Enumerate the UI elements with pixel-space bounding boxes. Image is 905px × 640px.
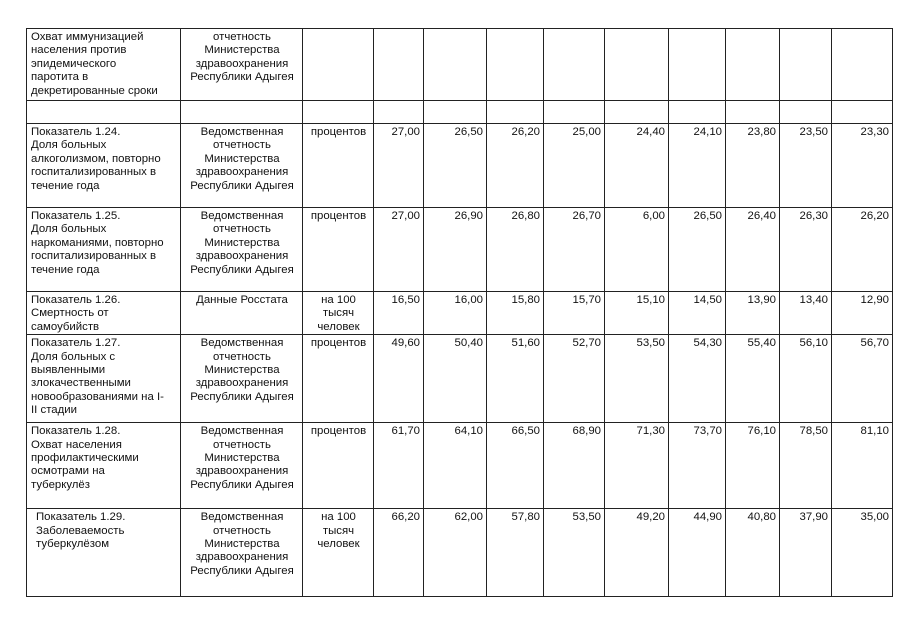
table-row [27,292,893,335]
unit-cell-line: на 100 [321,511,356,524]
table-row [27,208,893,292]
source-cell [181,423,303,509]
source-cell-line: здравоохранения [195,465,289,478]
value-cell: 44,90 [669,509,726,597]
source-cell [181,29,303,101]
indicator-cell-line: выявленными [31,364,106,377]
source-cell-line: здравоохранения [195,377,289,390]
value-cell: 26,50 [669,208,726,292]
table-row [27,124,893,208]
value-cell: 66,20 [374,509,424,597]
unit-cell [303,509,374,597]
table-row [27,29,893,101]
indicator-cell-line: наркоманиями, повторно [31,236,164,249]
table-row [27,335,893,423]
indicator-cell-line: самоубийств [31,320,100,333]
source-cell-line: Республики Адыгея [190,179,294,192]
indicator-cell-line: Показатель 1.29. [36,511,126,524]
source-cell-line: здравоохранения [195,250,289,263]
value-cell [424,101,487,124]
table-row [27,509,893,597]
indicator-cell-line: Показатель 1.26. [31,294,121,306]
value-cell: 13,90 [726,292,780,335]
indicator-cell-line: злокачественными [31,377,131,390]
source-cell-line: здравоохранения [195,57,289,70]
source-cell-line: Данные Росстата [196,294,288,306]
value-cell: 61,70 [374,423,424,509]
value-cell: 64,10 [424,423,487,509]
value-cell: 26,40 [726,208,780,292]
indicator-cell-line: Охват иммунизацией [31,31,144,43]
value-cell [780,101,832,124]
value-cell: 26,80 [487,208,544,292]
unit-cell-line: тысяч [322,307,355,320]
indicator-cell [27,423,181,509]
indicator-cell-line: Показатель 1.28. [31,425,121,438]
value-cell: 73,70 [669,423,726,509]
value-cell: 68,90 [544,423,605,509]
value-cell: 26,20 [832,208,893,292]
source-cell [181,509,303,597]
source-cell-line: Республики Адыгея [190,71,294,84]
source-cell [181,124,303,208]
unit-cell-line: тысяч [322,524,355,537]
value-cell [544,101,605,124]
value-cell [605,29,669,101]
table-row [27,423,893,509]
indicator-cell [27,509,181,597]
indicator-cell-line: профилактическими [31,452,139,465]
indicator-cell-line: госпитализированных в [31,250,157,263]
value-cell: 27,00 [374,124,424,208]
value-cell: 40,80 [726,509,780,597]
value-cell [832,101,893,124]
source-cell [181,335,303,423]
unit-cell [303,423,374,509]
value-cell [487,29,544,101]
value-cell: 55,40 [726,335,780,423]
table-body [27,29,893,597]
indicator-cell-line: Показатель 1.27. [31,337,121,350]
indicator-cell [27,29,181,101]
source-cell-line: Министерства [204,452,280,465]
value-cell [487,101,544,124]
value-cell: 81,10 [832,423,893,509]
value-cell: 6,00 [605,208,669,292]
unit-cell [303,101,374,124]
source-cell-line: Министерства [204,236,280,249]
unit-cell [303,208,374,292]
indicator-cell [27,335,181,423]
source-cell [181,208,303,292]
value-cell: 54,30 [669,335,726,423]
indicator-cell-line: Заболеваемость [36,524,125,537]
value-cell: 26,50 [424,124,487,208]
indicator-cell-line: населения против [31,44,127,57]
value-cell [726,29,780,101]
value-cell [424,29,487,101]
value-cell: 24,10 [669,124,726,208]
value-cell: 27,00 [374,208,424,292]
value-cell: 26,30 [780,208,832,292]
indicator-cell-line: II стадии [31,404,77,417]
indicator-cell-line: туберкулёзом [36,538,110,551]
value-cell: 15,80 [487,292,544,335]
value-cell: 23,80 [726,124,780,208]
value-cell: 16,00 [424,292,487,335]
source-cell-line: отчетность [213,31,271,43]
source-cell-line: отчетность [213,139,271,152]
value-cell: 56,70 [832,335,893,423]
value-cell: 71,30 [605,423,669,509]
unit-cell-line: процентов [310,126,367,138]
value-cell: 12,90 [832,292,893,335]
source-cell-line: здравоохранения [195,166,289,179]
indicator-cell-line: осмотрами на [31,465,105,478]
indicator-cell [27,124,181,208]
source-cell-line: Республики Адыгея [190,478,294,491]
indicator-cell-line: Показатель 1.25. [31,210,121,222]
source-cell-line: отчетность [213,223,271,236]
value-cell [669,101,726,124]
source-cell-line: Ведомственная [200,210,284,222]
table-row [27,101,893,124]
indicator-cell-line: паротита в [31,71,89,84]
indicator-cell-line: Доля больных [31,223,107,236]
value-cell: 49,20 [605,509,669,597]
unit-cell [303,29,374,101]
source-cell-line: Республики Адыгея [190,390,294,403]
source-cell-line: Министерства [204,538,280,551]
value-cell: 15,10 [605,292,669,335]
value-cell: 35,00 [832,509,893,597]
indicator-cell [27,292,181,335]
value-cell: 62,00 [424,509,487,597]
value-cell: 53,50 [605,335,669,423]
value-cell [780,29,832,101]
value-cell: 56,10 [780,335,832,423]
value-cell: 50,40 [424,335,487,423]
source-cell [181,292,303,335]
value-cell: 25,00 [544,124,605,208]
unit-cell-line: человек [317,320,360,333]
source-cell [181,101,303,124]
value-cell [669,29,726,101]
unit-cell [303,124,374,208]
value-cell: 57,80 [487,509,544,597]
source-cell-line: отчетность [213,350,271,363]
value-cell: 13,40 [780,292,832,335]
indicator-cell-line: новообразованиями на I- [31,390,164,403]
source-cell-line: Министерства [204,364,280,377]
source-cell-line: здравоохранения [195,551,289,564]
indicator-cell-line: Показатель 1.24. [31,126,121,138]
unit-cell-line: процентов [310,425,367,438]
indicator-cell-line: Доля больных [31,139,107,152]
indicators-table [26,28,893,597]
value-cell: 66,50 [487,423,544,509]
value-cell: 24,40 [605,124,669,208]
source-cell-line: отчетность [213,524,271,537]
unit-cell [303,335,374,423]
indicator-cell-line: госпитализированных в [31,166,157,179]
indicator-cell-line: течение года [31,179,100,192]
indicator-cell-line: алкоголизмом, повторно [31,152,161,165]
value-cell: 78,50 [780,423,832,509]
source-cell-line: Ведомственная [200,511,284,524]
source-cell-line: Республики Адыгея [190,263,294,276]
source-cell-line: Ведомственная [200,425,284,438]
value-cell [374,29,424,101]
value-cell: 37,90 [780,509,832,597]
unit-cell-line: процентов [310,210,367,222]
indicator-cell-line: декретированные сроки [31,84,158,97]
unit-cell-line: человек [317,538,360,551]
indicator-cell-line: течение года [31,263,100,276]
value-cell [374,101,424,124]
value-cell: 76,10 [726,423,780,509]
value-cell: 23,30 [832,124,893,208]
indicator-cell-line: туберкулёз [31,478,90,491]
value-cell: 53,50 [544,509,605,597]
value-cell [726,101,780,124]
value-cell [605,101,669,124]
source-cell-line: Ведомственная [200,337,284,350]
source-cell-line: Министерства [204,44,280,57]
unit-cell [303,292,374,335]
value-cell: 49,60 [374,335,424,423]
source-cell-line: отчетность [213,438,271,451]
indicator-cell-line: Охват населения [31,438,122,451]
value-cell: 26,90 [424,208,487,292]
source-cell-line: Республики Адыгея [190,564,294,577]
indicator-cell-line: Доля больных с [31,350,116,363]
indicator-cell [27,101,181,124]
unit-cell-line: на 100 [321,294,356,306]
value-cell: 23,50 [780,124,832,208]
value-cell: 16,50 [374,292,424,335]
value-cell: 14,50 [669,292,726,335]
indicator-cell-line: Смертность от [31,307,109,320]
value-cell: 52,70 [544,335,605,423]
indicator-cell-line: эпидемического [31,57,117,70]
indicator-cell [27,208,181,292]
unit-cell-line: процентов [310,337,367,350]
value-cell: 26,70 [544,208,605,292]
source-cell-line: Министерства [204,152,280,165]
value-cell: 26,20 [487,124,544,208]
value-cell [544,29,605,101]
value-cell: 51,60 [487,335,544,423]
value-cell: 15,70 [544,292,605,335]
source-cell-line: Ведомственная [200,126,284,138]
value-cell [832,29,893,101]
